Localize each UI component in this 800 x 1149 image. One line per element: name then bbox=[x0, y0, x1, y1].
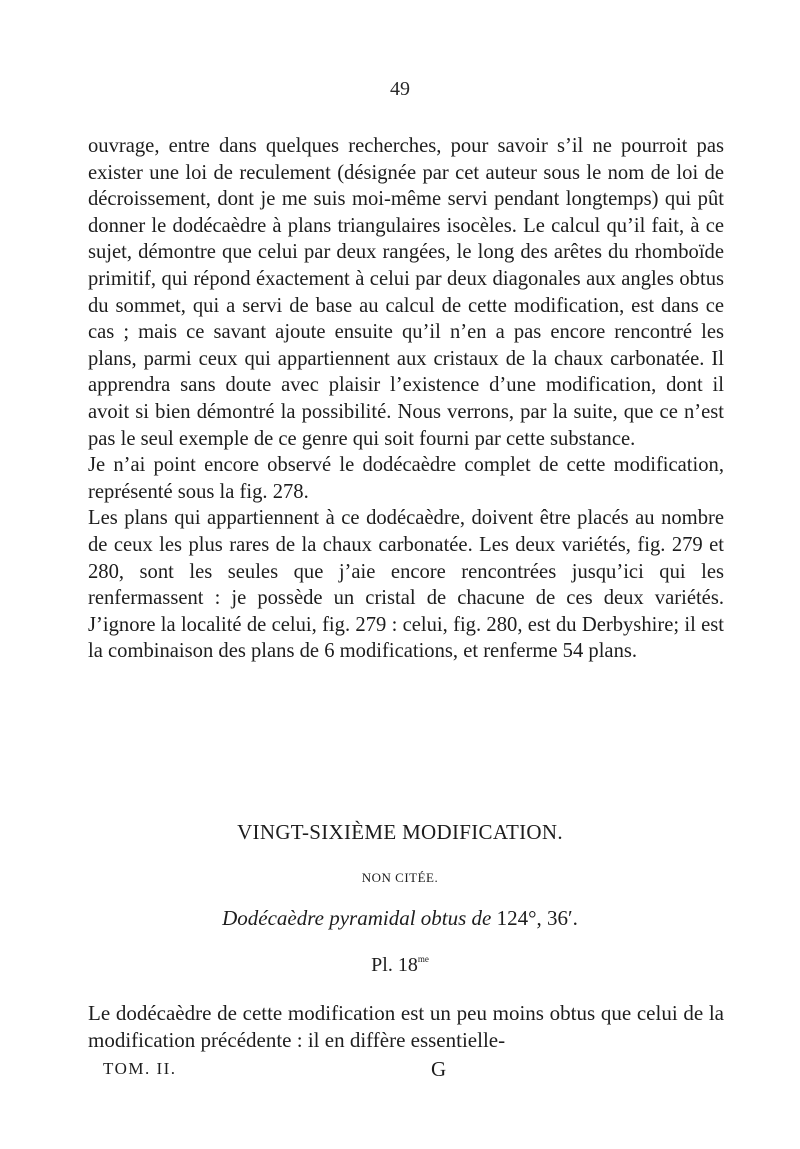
paragraph: Les plans qui appartiennent à ce dodécaèdre, doivent être placés au nombre de ceux les plus rares de la chaux carbonatée. Les deux variétés, fig. 279 et 280, sont les seules que j’aie encore rencontrées jusqu’ici qui les renfermassent : je possède un cristal de chacune de ces deux variétés. J’ignore la localité de celui, fig. 279 : celui, fig. 280, est du Derbyshire; il est la combinaison des plans de 6 modifications, et renferme 54 plans. bbox=[88, 507, 724, 663]
section-description bbox=[0, 906, 800, 931]
closing-paragraph: Le dodécaèdre de cette modification est un peu moins obtus que celui de la modification précédente : il en diffère essentielle- bbox=[88, 1001, 724, 1052]
signature-mark: G bbox=[431, 1057, 447, 1081]
plate-prefix: Pl. 18 bbox=[371, 954, 418, 976]
paragraph: ouvrage, entre dans quelques recherches, pour savoir s’il ne pourroit pas exister une loi de reculement (désignée par cet auteur sous le nom de loi de décroissement, dont je me suis moi-même servi pendant longtemps) qui pût donner le dodécaèdre à plans triangulaires isocèles. Le calcul qu’il fait, à ce sujet, démontre que celui par deux rangées, le long des arêtes du rhomboïde primitif, qui répond éxactement à celui par deux diagonales aux angles obtus du sommet, qui a servi de base au calcul de cette modification, est dans ce cas ; mais ce savant ajoute ensuite qu’il n’en a pas encore rencontré les plans, parmi ceux qui appartiennent aux cristaux de la chaux carbonatée. Il apprendra sans doute avec plaisir l’existence d’une modification, dont il avoit si bien démontré la possibilité. Nous verrons, par la suite, que ce n’est pas le seul exemple de ce genre qui soit fourni par cette substance. bbox=[88, 135, 724, 450]
section-subtitle: NON CITÉE. bbox=[361, 870, 439, 885]
description-angle: 124°, 36′. bbox=[496, 906, 578, 930]
section-title: VINGT-SIXIÈME MODIFICATION. bbox=[237, 820, 563, 844]
plate-suffix: me bbox=[417, 954, 429, 964]
description-italic: Dodécaèdre pyramidal obtus de bbox=[222, 906, 492, 930]
plate-reference bbox=[0, 954, 800, 977]
volume-label: TOM. II. bbox=[103, 1059, 177, 1078]
paragraph: Je n’ai point encore observé le dodécaèdre complet de cette modification, représenté sous la fig. 278. bbox=[88, 454, 724, 503]
body-text bbox=[88, 133, 724, 665]
page-number: 49 bbox=[390, 78, 410, 100]
